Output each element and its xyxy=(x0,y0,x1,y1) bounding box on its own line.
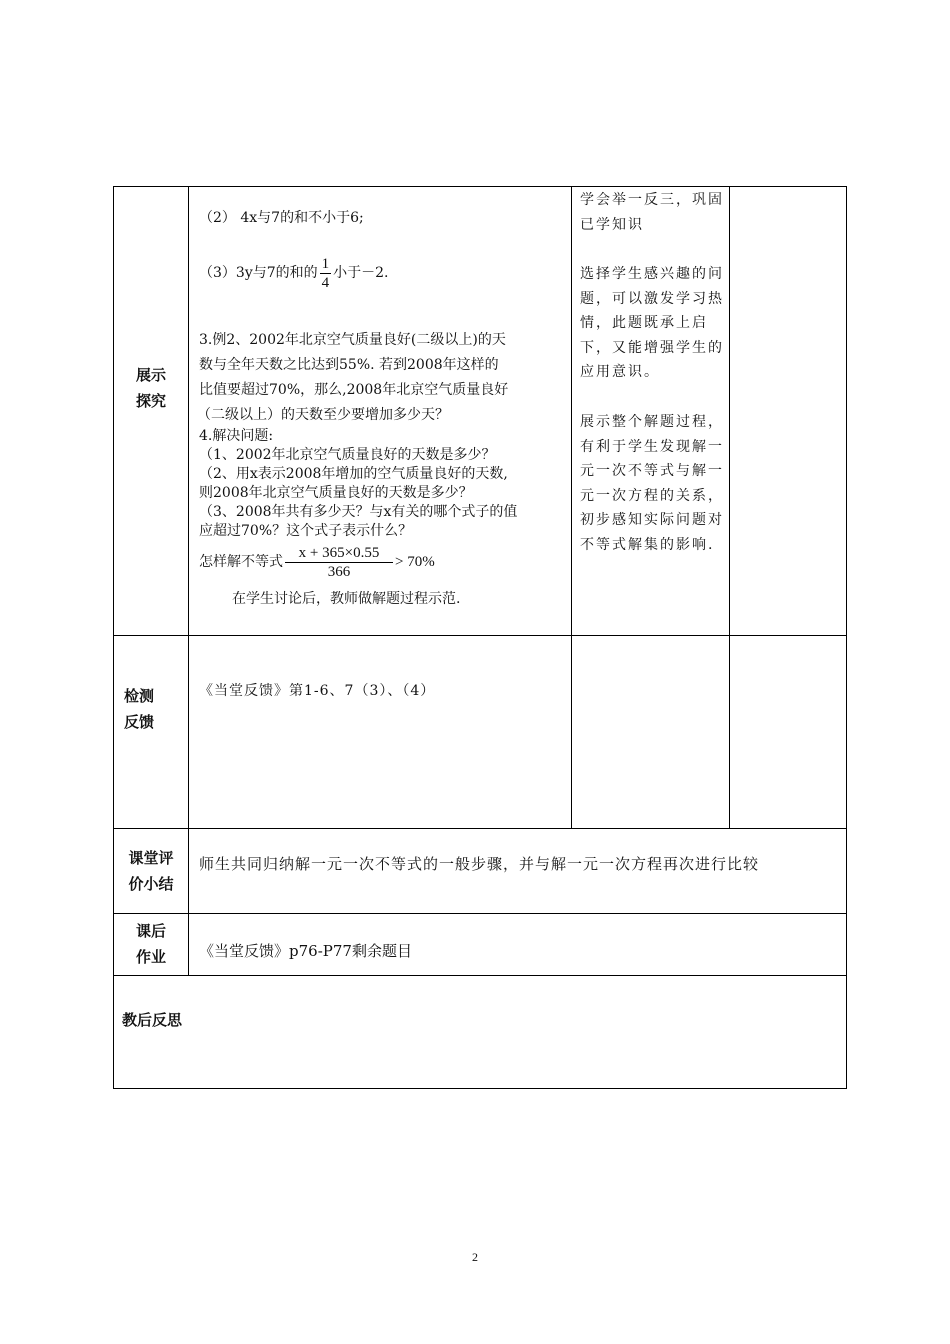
exercise-item-3: （3）3y与7的和的 $\frac{1}{4}$ 小于－2. xyxy=(199,255,389,291)
note-top: 学会举一反三，巩固已学知识 xyxy=(580,192,724,233)
summary-content: 师生共同归纳解一元一次不等式的一般步骤，并与解一元一次方程再次进行比较 xyxy=(199,855,760,873)
note-bottom: 展示整个解题过程，有利于学生发现解一元一次不等式与解一元一次方程的关系，初步感知实际问题对不等式解集的影响. xyxy=(580,414,724,553)
note-mid: 选择学生感兴趣的问题，可以激发学习热情，此题既承上启下，又能增强学生的应用意识。 xyxy=(580,266,724,380)
col-divider xyxy=(188,186,189,975)
feedback-content: 《当堂反馈》第1-6、7（3）、（4） xyxy=(199,683,436,699)
fraction: $\frac{1}{4}$ xyxy=(321,255,330,291)
row-label-explore: 展示 探究 xyxy=(135,366,166,410)
row-divider xyxy=(113,913,847,914)
row-label-feedback: 检测 反馈 xyxy=(123,687,154,731)
inequality-fraction: $\frac{x + 365\times 0.55}{366}$ xyxy=(285,544,393,581)
page-number: 2 xyxy=(472,1250,478,1264)
col-divider xyxy=(571,186,572,828)
row-divider xyxy=(113,635,847,636)
homework-content: 《当堂反馈》p76-P77剩余题目 xyxy=(199,942,412,960)
row-label-reflection: 教后反思 xyxy=(122,1011,183,1029)
problem-list: 4.解决问题: （1、2002年北京空气质量良好的天数是多少？ （2、用x表示2008年增加的空气质量良好的天数, 则2008年北京空气质量良好的天数是多少？ （3、2008年共有多少天？与x有关的哪个式子的值 应超过70%？这个式子表示什么？ xyxy=(199,428,518,539)
row-label-homework: 课后 作业 xyxy=(135,922,166,966)
row-label-summary: 课堂评 价小结 xyxy=(128,849,174,893)
row-divider xyxy=(113,975,847,976)
inequality-line: 怎样解不等式 $\frac{x + 365\times 0.55}{366}$ > 70% xyxy=(199,544,435,580)
example-paragraph: 3.例2、2002年北京空气质量良好(二级以上)的天 数与全年天数之比达到55%. 若到2008年这样的 比值要超过70%，那么,2008年北京空气质量良好 （二级以上）的天数至少要增加多少天？ xyxy=(197,332,509,423)
demo-line: 在学生讨论后，教师做解题过程示范. xyxy=(232,591,461,607)
row-divider xyxy=(113,828,847,829)
exercise-item-2: （2） 4x与7的和不小于6; xyxy=(199,210,364,226)
